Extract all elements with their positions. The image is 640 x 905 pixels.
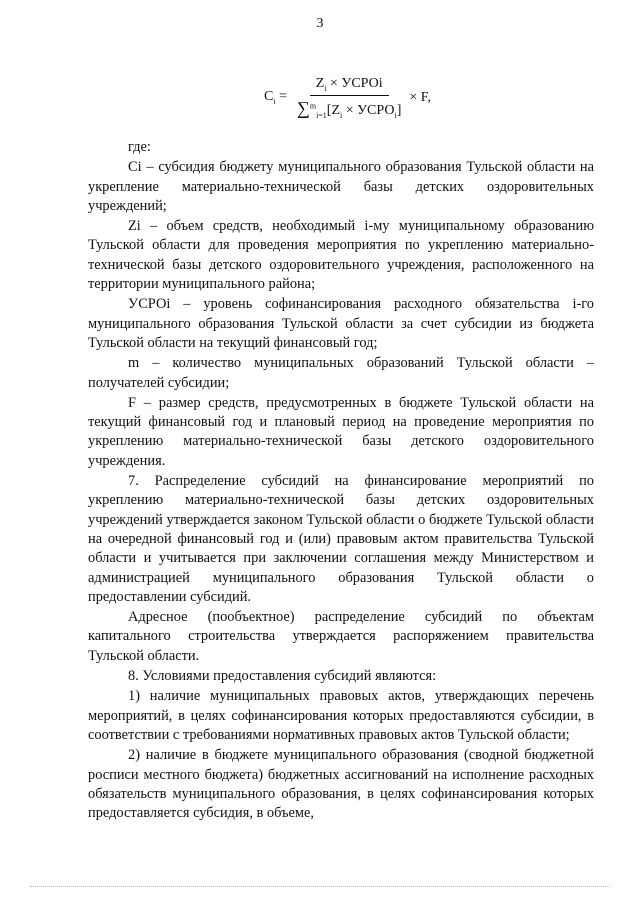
sigma-symbol: ∑ xyxy=(296,97,310,118)
formula-lhs-index: i xyxy=(273,97,276,107)
formula-denominator-end: ] xyxy=(396,102,402,118)
paragraph-condition-1: 1) наличие муниципальных правовых актов, утверждающих перечень мероприятий, в целях софинансирования которых предоставляются субсидии, в соответствии с требованиями нормативных правовых актов Тульской области; xyxy=(88,688,594,743)
subsidy-formula xyxy=(264,76,431,120)
formula-denominator-start: [Z xyxy=(326,102,341,118)
paragraph-usroi-definition: УСРОi – уровень софинансирования расходного обязательства i-го муниципального образования Тульской области за счет субсидии из бюджета Тульской области на текущий финансовый год; xyxy=(88,296,594,351)
formula-numerator-index: i xyxy=(324,83,327,93)
paragraph-section-7: 7. Распределение субсидий на финансирование мероприятий по укреплению материально-технической базы детских оздоровительных учреждений утверждается законом Тульской области о бюджете Тульской области на очередной финансовый год и (или) правовым актом правительства Тульской области и учитывается при заключении соглашения между Министерством и администрацией муниципального образования Тульской области о предоставлении субсидий. xyxy=(88,473,594,605)
paragraph-f-definition: F – размер средств, предусмотренных в бюджете Тульской области на текущий финансовый год и плановый период на проведение мероприятия по укреплению материально-технической базы детского оздоровительного учреждения. xyxy=(88,394,594,469)
formula-fraction xyxy=(293,76,405,120)
formula-lhs: $C_i$ = xyxy=(264,89,287,107)
formula-numerator xyxy=(310,76,389,96)
paragraph-m-definition: m – количество муниципальных образований Тульской области – получателей субсидии; xyxy=(88,355,594,391)
formula-numerator-rest: × УСРОi xyxy=(326,76,383,91)
formula-denominator-index: i xyxy=(340,110,343,120)
document-body xyxy=(88,138,594,824)
paragraph-condition-2: 2) наличие в бюджете муниципального образования (сводной бюджетной росписи местного бюджета) бюджетных ассигнований на исполнение расходных обязательств муниципального образования, в целях софинансирования которых предоставляется субсидия, в объеме, xyxy=(88,747,594,822)
formula-rhs: × F, xyxy=(409,89,431,105)
paragraph-address-distribution: Адресное (пообъектное) распределение субсидий по объектам капитального строительства утверждается распоряжением правительства Тульской области. xyxy=(88,609,594,664)
paragraph-ci-definition: Ci – субсидия бюджету муниципального образования Тульской области на укрепление материально-технической базы детских оздоровительных учреждений; xyxy=(88,159,594,214)
formula-lhs-symbol: C xyxy=(264,89,274,105)
formula-denominator xyxy=(293,96,405,120)
sum-upper-limit: m xyxy=(309,101,317,111)
paragraph-zi-definition: Zi – объем средств, необходимый i-му муниципальному образованию Тульской области для проведения мероприятия по укреплению материально-технической базы детского оздоровительного учреждения, расположенного на территории муниципального района; xyxy=(88,218,594,293)
formula-denominator-mid: × УСРО xyxy=(342,102,395,118)
sum-lower-limit: i=1 xyxy=(316,110,327,120)
formula-denominator-index-2: i xyxy=(394,110,397,120)
scan-artifact-line xyxy=(30,886,610,887)
paragraph-section-8: 8. Условиями предоставления субсидий являются: xyxy=(128,668,437,685)
formula-numerator-symbol: Z xyxy=(315,76,325,91)
page-number: 3 xyxy=(316,16,324,31)
paragraph-where: где: xyxy=(128,139,151,155)
